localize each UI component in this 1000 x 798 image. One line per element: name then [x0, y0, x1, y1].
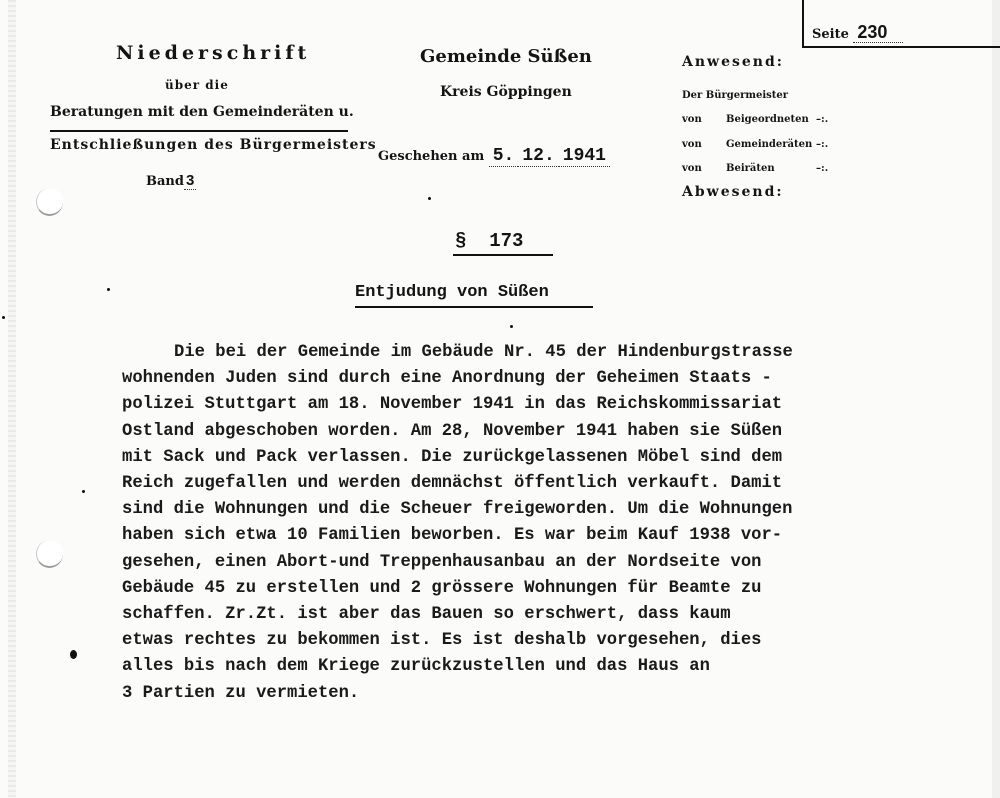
ink-speck — [428, 197, 431, 200]
section-underline — [453, 254, 553, 256]
heading-underline — [355, 306, 593, 308]
attendance-row-label: Gemeinderäten — [726, 139, 813, 150]
punch-hole-icon — [36, 540, 63, 568]
body-line: polizei Stuttgart am 18. November 1941 in das Reichskommissariat — [122, 395, 783, 415]
date-day: 5. — [489, 146, 519, 167]
body-line: Gebäude 45 zu erstellen und 2 grössere Wohnungen für Beamte zu — [122, 578, 762, 598]
paragraph-symbol: § — [455, 230, 467, 252]
body-line: wohnenden Juden sind durch eine Anordnung der Geheimen Staats - — [122, 369, 772, 389]
header-divider — [50, 130, 348, 132]
page-label: Seite — [812, 27, 849, 42]
body-line: sind die Wohnungen und die Scheuer freigeworden. Um die Wohnungen — [122, 500, 793, 520]
date-label: Geschehen am — [378, 149, 485, 164]
attendance-row-prefix: von — [682, 163, 702, 174]
body-line: etwas rechtes zu bekommen ist. Es ist deshalb vorgesehen, dies — [122, 631, 762, 651]
page-number: 230 — [853, 22, 903, 43]
body-line: Die bei der Gemeinde im Gebäude Nr. 45 der Hindenburgstrasse — [174, 343, 793, 362]
municipality-name: Gemeinde Süßen — [420, 46, 592, 67]
body-line: gesehen, einen Abort-und Treppenhausanbau an der Nordseite von — [122, 552, 762, 572]
volume-field — [146, 172, 196, 189]
ink-speck — [82, 490, 85, 493]
attendance-row-value: –:. — [816, 163, 829, 174]
page-edge-shade — [992, 0, 1000, 798]
attendance-row-label: Beiräten — [726, 163, 775, 174]
volume-value: 3 — [185, 172, 195, 189]
attendance-row-value: –:. — [816, 114, 829, 125]
section-heading: Entjudung von Süßen — [355, 283, 549, 302]
body-line: haben sich etwa 10 Familien beworben. Es war beim Kauf 1938 vor- — [122, 526, 783, 546]
ink-speck — [107, 288, 110, 291]
body-line: schaffen. Zr.Zt. ist aber das Bauen so erschwert, dass kaum — [122, 605, 731, 625]
present-label: Anwesend: — [682, 54, 784, 70]
date-month: 12. — [518, 146, 558, 167]
date-field — [378, 146, 610, 166]
section-number — [455, 230, 523, 252]
mayor-label: Der Bürgermeister — [682, 90, 789, 101]
district-name: Kreis Göppingen — [440, 84, 572, 100]
body-line: Reich zugefallen und werden demnächst öffentlich verkauft. Damit — [122, 474, 783, 494]
binding-margin — [8, 0, 16, 798]
punch-hole-icon — [36, 188, 63, 216]
ink-speck — [2, 316, 5, 319]
body-line: alles bis nach dem Kriege zurückzustellen und das Haus an — [122, 657, 710, 677]
form-subtitle: über die — [165, 78, 229, 92]
body-line: mit Sack und Pack verlassen. Die zurückgelassenen Möbel sind dem — [122, 447, 783, 467]
volume-label: Band — [146, 174, 184, 189]
form-line-2: Entschließungen des Bürgermeisters — [50, 137, 377, 153]
body-line: 3 Partien zu vermieten. — [122, 683, 360, 703]
body-line: Ostland abgeschoben worden. Am 28, November 1941 haben sie Süßen — [122, 421, 783, 441]
attendance-row-value: –:. — [816, 139, 829, 150]
attendance-row-label: Beigeordneten — [726, 114, 809, 125]
attendance-row-prefix: von — [682, 114, 702, 125]
absent-label: Abwesend: — [682, 184, 784, 200]
ink-speck — [70, 650, 77, 659]
paragraph-number: 173 — [489, 230, 524, 252]
form-title: Niederschrift — [116, 42, 311, 64]
ink-speck — [510, 325, 513, 328]
form-line-1: Beratungen mit den Gemeinderäten u. — [50, 104, 354, 120]
body-paragraph — [122, 340, 922, 707]
date-year: 1941 — [559, 146, 610, 167]
attendance-row-prefix: von — [682, 139, 702, 150]
page-number-field — [812, 22, 903, 43]
